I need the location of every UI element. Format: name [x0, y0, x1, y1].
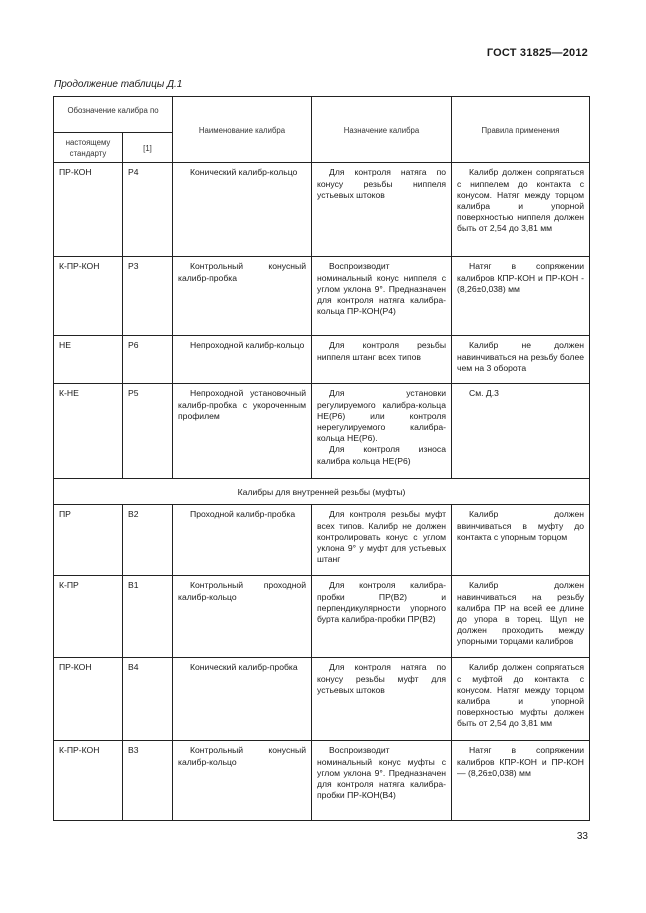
current-standard-header: настоящему стандарту: [54, 133, 123, 163]
purpose-text: Для контроля натяга по конусу резьбы ниппеля устьевых штоков: [317, 167, 447, 200]
purpose-text-2: Для контроля износа калибра кольца НЕ(Р6): [317, 444, 447, 466]
table-caption: Продолжение таблицы Д.1: [54, 79, 183, 90]
section-row: [54, 479, 590, 505]
gauge-code: К-ПР-КОН: [54, 741, 123, 821]
designation-header: Обозначение калибра по: [54, 97, 173, 133]
document-id: ГОСТ 31825—2012: [486, 47, 588, 59]
gauge-code: ПР: [54, 505, 123, 576]
table-row: [54, 658, 590, 741]
gauge-ref: Р3: [123, 257, 173, 336]
page-number: 33: [576, 831, 588, 842]
purpose-text: Воспроизводит номинальный конус ниппеля с углом уклона 9°. Предназначен для контроля натяга калибра-кольца ПР-КОН(Р4): [317, 261, 447, 317]
gauge-rules: См. Д.3: [452, 384, 590, 479]
gauge-purpose: Для контроля калибра-пробки ПР(В2) и перпендикулярности упорного бурта калибра-пробки ПР(В2): [312, 576, 452, 658]
gauge-name: Проходной калибр-пробка: [173, 505, 312, 576]
gauge-ref: В3: [123, 741, 173, 821]
table-row: [54, 741, 590, 821]
gauge-purpose: Для контроля резьбы муфт всех типов. Калибр не должен контролировать конус с углом уклона 9° у муфт для устьевых штанг: [312, 505, 452, 576]
gauge-code: ПР-КОН: [54, 163, 123, 257]
name-header: Наименование калибра: [173, 97, 312, 163]
section-title: Калибры для внутренней резьбы (муфты): [54, 479, 590, 505]
gauge-rules: Калибр должен сопрягаться с муфтой до контакта с конусом. Натяг между торцом калибра и упорной поверхностью муфты должен быть от 2,54 до 3,81 мм: [452, 658, 590, 741]
gauge-rules: Калибр не должен навинчиваться на резьбу более чем на 3 оборота: [452, 336, 590, 384]
gauge-rules: Калибр должен сопрягаться с ниппелем до контакта с конусом. Натяг между торцом калибра и упорной поверхностью ниппеля должен быть от 2,54 до 3,81 мм: [452, 163, 590, 257]
gauge-ref: В2: [123, 505, 173, 576]
table-row: [54, 576, 590, 658]
gauge-name: Контрольный конусный калибр-пробка: [173, 257, 312, 336]
reference-standard-header: [1]: [123, 133, 173, 163]
gauge-name: Контрольный конусный калибр-кольцо: [173, 741, 312, 821]
gauge-code: К-ПР-КОН: [54, 257, 123, 336]
gauge-ref: В1: [123, 576, 173, 658]
gauge-table: [53, 96, 590, 821]
purpose-text: Для контроля резьбы ниппеля штанг всех типов: [317, 340, 447, 362]
gauge-name: Конический калибр-пробка: [173, 658, 312, 741]
gauge-name: Контрольный проходной калибр-кольцо: [173, 576, 312, 658]
gauge-ref: Р5: [123, 384, 173, 479]
gauge-ref: Р4: [123, 163, 173, 257]
gauge-code: ПР-КОН: [54, 658, 123, 741]
table-row: [54, 163, 590, 257]
gauge-name: Непроходной калибр-кольцо: [173, 336, 312, 384]
gauge-purpose: [312, 163, 452, 257]
gauge-purpose: Воспроизводит номинальный конус муфты с углом уклона 9°. Предназначен для контроля натяга калибра-пробки ПР-КОН(В4): [312, 741, 452, 821]
purpose-text: Для установки регулируемого калибра-кольца НЕ(Р6) или контроля нерегулируемого калибра-кольца НЕ(Р6).: [317, 388, 447, 444]
gauge-code: К-НЕ: [54, 384, 123, 479]
table-row: [54, 336, 590, 384]
table-row: [54, 505, 590, 576]
rules-header: Правила применения: [452, 97, 590, 163]
gauge-rules: Калибр должен ввинчиваться в муфту до контакта с упорным торцом: [452, 505, 590, 576]
gauge-rules: Натяг в сопряжении калибров КПР-КОН и ПР-КОН - (8,26±0,038) мм: [452, 257, 590, 336]
gauge-name: Конический калибр-кольцо: [173, 163, 312, 257]
gauge-rules: Натяг в сопряжении калибров КПР-КОН и ПР-КОН — (8,26±0,038) мм: [452, 741, 590, 821]
gauge-code: НЕ: [54, 336, 123, 384]
gauge-rules: Калибр должен навинчиваться на резьбу калибра ПР на всей ее длине до упора в торец. Щуп не должен проходить между упорными торцами калибров: [452, 576, 590, 658]
gauge-purpose: [312, 384, 452, 479]
gauge-purpose: Для контроля натяга по конусу резьбы муфт для устьевых штоков: [312, 658, 452, 741]
table-header-row: [54, 97, 590, 133]
gauge-name: Непроходной установочный калибр-пробка с укороченным профилем: [173, 384, 312, 479]
purpose-header: Назначение калибра: [312, 97, 452, 163]
gauge-ref: Р6: [123, 336, 173, 384]
gauge-purpose: [312, 257, 452, 336]
table-row: [54, 384, 590, 479]
table-row: [54, 257, 590, 336]
gauge-code: К-ПР: [54, 576, 123, 658]
gauge-ref: В4: [123, 658, 173, 741]
gauge-purpose: [312, 336, 452, 384]
